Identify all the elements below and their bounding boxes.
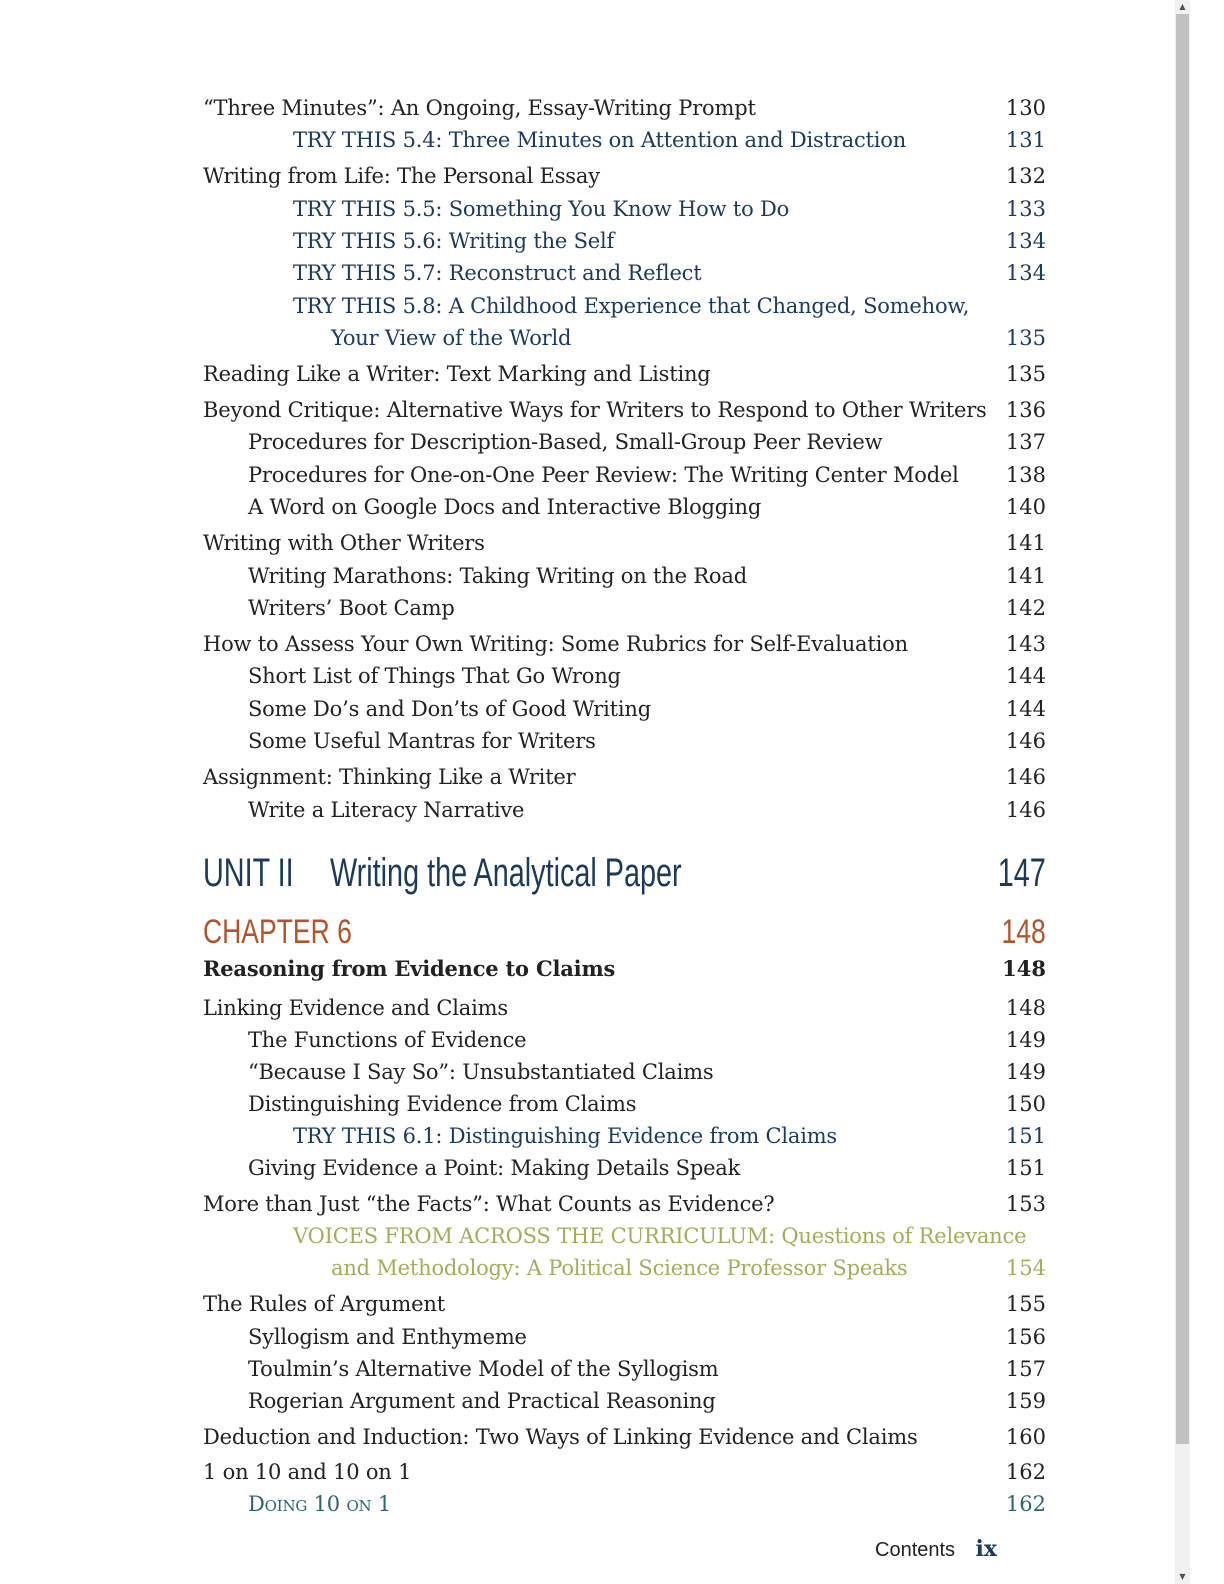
- toc-entry-title: Your View of the World: [331, 326, 572, 350]
- toc-entry-page: 149: [1005, 1060, 1046, 1084]
- toc-entry-try-this: [203, 124, 1046, 156]
- toc-entry: [203, 527, 1046, 559]
- toc-entry-page: 144: [1005, 697, 1046, 721]
- toc-entry-page: 131: [1005, 128, 1046, 152]
- toc-entry-title: Reasoning from Evidence to Claims: [203, 956, 616, 981]
- toc-entry: [203, 1456, 1046, 1488]
- toc-entry-voices: [203, 1220, 1046, 1252]
- toc-entry-page: 162: [1005, 1460, 1046, 1484]
- toc-entry-title: Beyond Critique: Alternative Ways for Writers to Respond to Other Writers: [203, 398, 987, 422]
- toc-entry-title: and Methodology: A Political Science Professor Speaks: [331, 1256, 908, 1280]
- toc-entry: [203, 1024, 1046, 1056]
- chapter-heading: [203, 912, 1046, 952]
- unit-page: 147: [997, 851, 1046, 895]
- toc-entry-page: 156: [1005, 1325, 1046, 1349]
- toc-entry-page: 148: [1005, 996, 1046, 1020]
- toc-entry-page: 146: [1005, 798, 1046, 822]
- toc-entry: [203, 358, 1046, 390]
- toc-entry: [203, 660, 1046, 692]
- toc-entry-page: 143: [1005, 632, 1046, 656]
- toc-entry-title: The Functions of Evidence: [248, 1028, 527, 1052]
- toc-entry-page: 154: [1005, 1256, 1046, 1280]
- toc-entry-title: 1 on 10 and 10 on 1: [203, 1460, 412, 1484]
- toc-entry-title: Writing from Life: The Personal Essay: [203, 164, 600, 188]
- toc-entry: [203, 491, 1046, 523]
- toc-entry-title: TRY THIS 5.8: A Childhood Experience that Changed, Somehow,: [293, 294, 970, 318]
- toc-entry-title: The Rules of Argument: [203, 1292, 445, 1316]
- unit-label: UNIT II: [203, 851, 294, 895]
- toc-entry-title: Rogerian Argument and Practical Reasoning: [248, 1389, 716, 1413]
- toc-entry: [203, 394, 1046, 426]
- toc-entry: [203, 1421, 1046, 1453]
- running-footer-label: Contents: [875, 1539, 956, 1561]
- toc-entry-title: Writing Marathons: Taking Writing on the Road: [248, 564, 747, 588]
- scroll-down-arrow-icon[interactable]: ▼: [1179, 1572, 1186, 1581]
- toc-entry: [203, 693, 1046, 725]
- toc-entry-page: 159: [1005, 1389, 1046, 1413]
- toc-entry-page: 138: [1005, 463, 1046, 487]
- toc-entry-title: “Because I Say So”: Unsubstantiated Claims: [248, 1060, 714, 1084]
- toc-entry-title: Writing with Other Writers: [203, 531, 485, 555]
- toc-entry-title: Procedures for Description-Based, Small-Group Peer Review: [248, 430, 883, 454]
- scroll-up-arrow-icon[interactable]: ▲: [1179, 2, 1186, 11]
- toc-entry-title: TRY THIS 5.4: Three Minutes on Attention and Distraction: [293, 128, 907, 152]
- toc-entry-title: VOICES FROM ACROSS THE CURRICULUM: Questions of Relevance: [293, 1224, 1027, 1248]
- toc-entry-page: 144: [1005, 664, 1046, 688]
- toc-entry-page: 149: [1005, 1028, 1046, 1052]
- toc-entry: [203, 794, 1046, 826]
- scrollbar-thumb[interactable]: [1176, 14, 1189, 1444]
- toc-entry-page: 141: [1005, 564, 1046, 588]
- toc-entry-continuation: [203, 322, 1046, 354]
- toc-entry-title: Linking Evidence and Claims: [203, 996, 508, 1020]
- toc-entry-page: 141: [1005, 531, 1046, 555]
- toc-entry: [203, 725, 1046, 757]
- toc-entry: [203, 1188, 1046, 1220]
- toc-entry-title: TRY THIS 6.1: Distinguishing Evidence from Claims: [293, 1124, 838, 1148]
- unit-heading: [203, 846, 1046, 900]
- page-number: ix: [975, 1536, 997, 1562]
- toc-entry: [203, 92, 1046, 124]
- toc-entry-page: 146: [1005, 765, 1046, 789]
- toc-entry-try-this: [203, 193, 1046, 225]
- toc-entry-title: More than Just “the Facts”: What Counts as Evidence?: [203, 1192, 775, 1216]
- toc-entry-title: Writers’ Boot Camp: [248, 596, 455, 620]
- toc-entry-page: 140: [1005, 495, 1046, 519]
- toc-entry: [203, 1056, 1046, 1088]
- toc-entry-page: 150: [1005, 1092, 1046, 1116]
- chapter-title: [203, 953, 1046, 985]
- toc-entry: [203, 560, 1046, 592]
- toc-entry-title: Some Useful Mantras for Writers: [248, 729, 596, 753]
- chapter-label: CHAPTER 6: [203, 913, 352, 951]
- toc-entry-page: 151: [1005, 1156, 1046, 1180]
- toc-entry-try-this: [203, 225, 1046, 257]
- toc-entry-title: “Three Minutes”: An Ongoing, Essay-Writing Prompt: [203, 96, 756, 120]
- toc-entry-page: 135: [1005, 326, 1046, 350]
- toc-entry-title: TRY THIS 5.7: Reconstruct and Reflect: [293, 261, 702, 285]
- toc-entry-try-this: [203, 257, 1046, 289]
- toc-entry-page: 134: [1005, 229, 1046, 253]
- toc-entry-page: 136: [1005, 398, 1046, 422]
- toc-entry-page: 146: [1005, 729, 1046, 753]
- toc-entry-title: Reading Like a Writer: Text Marking and Listing: [203, 362, 711, 386]
- toc-entry: [203, 426, 1046, 458]
- toc-entry-page: 157: [1005, 1357, 1046, 1381]
- toc-entry-title: How to Assess Your Own Writing: Some Rubrics for Self-Evaluation: [203, 632, 908, 656]
- toc-entry-page: 153: [1005, 1192, 1046, 1216]
- toc-entry-title: Procedures for One-on-One Peer Review: The Writing Center Model: [248, 463, 959, 487]
- toc-entry-page: 148: [1002, 956, 1046, 981]
- toc-entry-title: TRY THIS 5.6: Writing the Self: [293, 229, 615, 253]
- toc-entry-page: 151: [1005, 1124, 1046, 1148]
- toc-entry-title: A Word on Google Docs and Interactive Blogging: [248, 495, 762, 519]
- toc-entry-doing: [203, 1488, 1046, 1520]
- toc-entry-page: 134: [1005, 261, 1046, 285]
- toc-entry-title: TRY THIS 5.5: Something You Know How to Do: [293, 197, 790, 221]
- toc-entry-title: Doing 10 on 1: [248, 1492, 392, 1516]
- toc-entry-title: Toulmin’s Alternative Model of the Syllogism: [248, 1357, 719, 1381]
- toc-entry: [203, 592, 1046, 624]
- toc-entry-continuation: [203, 1252, 1046, 1284]
- toc-entry-try-this: [203, 290, 1046, 322]
- chapter-page: 148: [1001, 913, 1046, 951]
- toc-entry: [203, 628, 1046, 660]
- toc-entry: [203, 1088, 1046, 1120]
- toc-entry-page: 137: [1005, 430, 1046, 454]
- toc-entry: [203, 1353, 1046, 1385]
- toc-entry: [203, 1288, 1046, 1320]
- toc-entry-title: Deduction and Induction: Two Ways of Linking Evidence and Claims: [203, 1425, 918, 1449]
- toc-entry: [203, 1385, 1046, 1417]
- toc-entry: [203, 761, 1046, 793]
- toc-entry-title: Some Do’s and Don’ts of Good Writing: [248, 697, 651, 721]
- toc-entry-title: Giving Evidence a Point: Making Details Speak: [248, 1156, 741, 1180]
- toc-entry: [203, 1152, 1046, 1184]
- toc-entry-try-this: [203, 1120, 1046, 1152]
- toc-entry-title: Distinguishing Evidence from Claims: [248, 1092, 637, 1116]
- toc-entry-title: Write a Literacy Narrative: [248, 798, 525, 822]
- toc-entry-page: 162: [1005, 1492, 1046, 1516]
- toc-entry-page: 132: [1005, 164, 1046, 188]
- toc-entry: [203, 459, 1046, 491]
- unit-title: Writing the Analytical Paper: [330, 851, 682, 895]
- toc-entry: [203, 1321, 1046, 1353]
- toc-entry-title: Short List of Things That Go Wrong: [248, 664, 621, 688]
- toc-entry-title: Assignment: Thinking Like a Writer: [203, 765, 576, 789]
- toc-entry-title: Syllogism and Enthymeme: [248, 1325, 527, 1349]
- toc-entry-page: 135: [1005, 362, 1046, 386]
- toc-entry-page: 130: [1005, 96, 1046, 120]
- toc-entry: [203, 992, 1046, 1024]
- toc-entry-page: 155: [1005, 1292, 1046, 1316]
- toc-entry-page: 142: [1005, 596, 1046, 620]
- toc-entry-page: 133: [1005, 197, 1046, 221]
- toc-entry: [203, 160, 1046, 192]
- toc-entry-page: 160: [1005, 1425, 1046, 1449]
